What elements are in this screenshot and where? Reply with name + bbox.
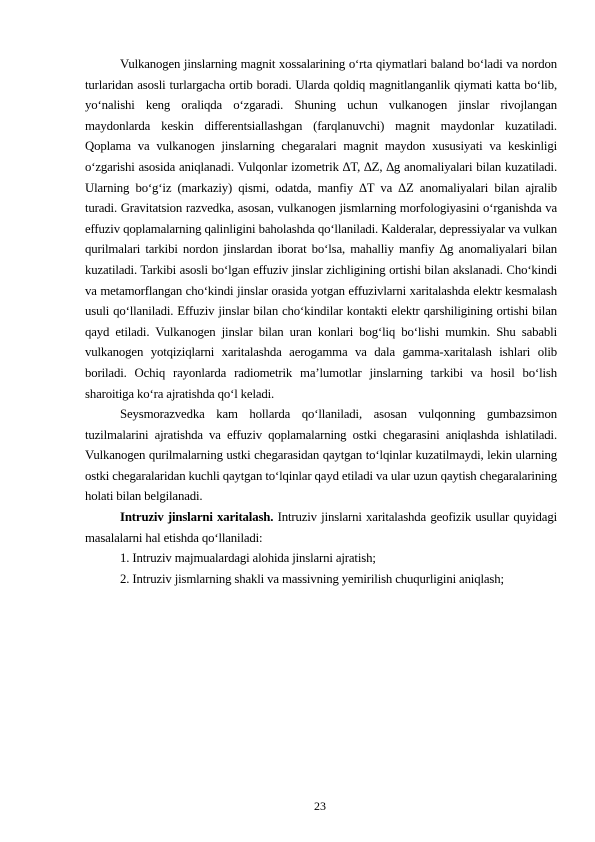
page-number: 23 bbox=[314, 799, 326, 813]
paragraph-intruziv-text: Intruziv jinslarni xaritalashda geofizik usullar quyidagi masalalarni hal etishda qo‘llaniladi: bbox=[85, 510, 557, 545]
list-item: 1. Intruziv majmualardagi alohida jinslarni ajratish; bbox=[120, 551, 376, 566]
body-text bbox=[85, 54, 557, 589]
list-item: 2. Intruziv jismlarning shakli va massivning yemirilish chuqurligini aniqlash; bbox=[120, 571, 504, 586]
paragraph-intruziv bbox=[85, 507, 557, 548]
paragraph-vulkanogen: Vulkanogen jinslarning magnit xossalarining o‘rta qiymatlari baland bo‘ladi va nordon turlaridan asosli turlargacha ortib boradi. Ularda qoldiq magnitlanganlik qiymati katta bo‘lib, yo‘nalishi keng oraliqda o‘zgaradi. Shuning uchun vulkanogen jinslar rivojlangan maydonlarda keskin differentsiallashgan (farqlanuvchi) magnit maydonlar kuzatiladi. Qoplama va vulkanogen jinslarning chegaralari magnit maydon xususiyati va keskinligi o‘zgarishi asosida aniqlanadi. Vulqonlar izometrik ∆T, ∆Z, ∆g anomaliyalari bilan kuzatiladi. Ularning bo‘g‘iz (markaziy) qismi, odatda, manfiy ∆T va ∆Z anomaliyalari bilan ajralib turadi. Gravitatsion razvedka, asosan, vulkanogen jismlarning morfologiyasini o‘rganishda va effuziv qoplamalarning qalinligini baholashda qo‘llaniladi. Kalderalar, depressiyalar va vulkan qurilmalari tarkibi nordon jinslardan iborat bo‘lsa, mahalliy manfiy ∆g anomaliyalari bilan kuzatiladi. Tarkibi asosli bo‘lgan effuziv jinslar zichligining ortishi bilan akslanadi. Cho‘kindi va metamorflangan cho‘kindi jinslar orasida yotgan effuzivlarni xaritalashda elektr kesmalash usuli qo‘llaniladi. Effuziv jinslar bilan cho‘kindilar kontakti elektr qarshiligining ortishi bilan qayd etiladi. Vulkanogen jinslar bilan uran konlari bog‘liq bo‘lishi mumkin. Shu sababli vulkanogen yotqiziqlarni xaritalashda aerogamma va dala gamma-xaritalash ishlari olib boriladi. Ochiq rayonlarda radiometrik ma’lumotlar jinslarning tarkibi va hosil bo‘lish sharoitiga ko‘ra ajratishda qo‘l keladi. bbox=[85, 57, 557, 401]
paragraph-seysmorazvedka: Seysmorazvedka kam hollarda qo‘llaniladi, asosan vulqonning gumbazsimon tuzilmalarini ajratishda va effuziv qoplamalarning ostki chegarasini aniqlashda ishlatiladi. Vulkanogen qurilmalarning ustki chegarasidan qaytgan to‘lqinlar kuzatilmaydi, lekin ularning ostki chegaralaridan kuchli qaytgan to‘lqinlar qayd etiladi va ular uzun qaytish chegaralarining holati bilan belgilanadi. bbox=[85, 407, 557, 504]
section-heading: Intruziv jinslarni xaritalash. bbox=[120, 510, 274, 525]
